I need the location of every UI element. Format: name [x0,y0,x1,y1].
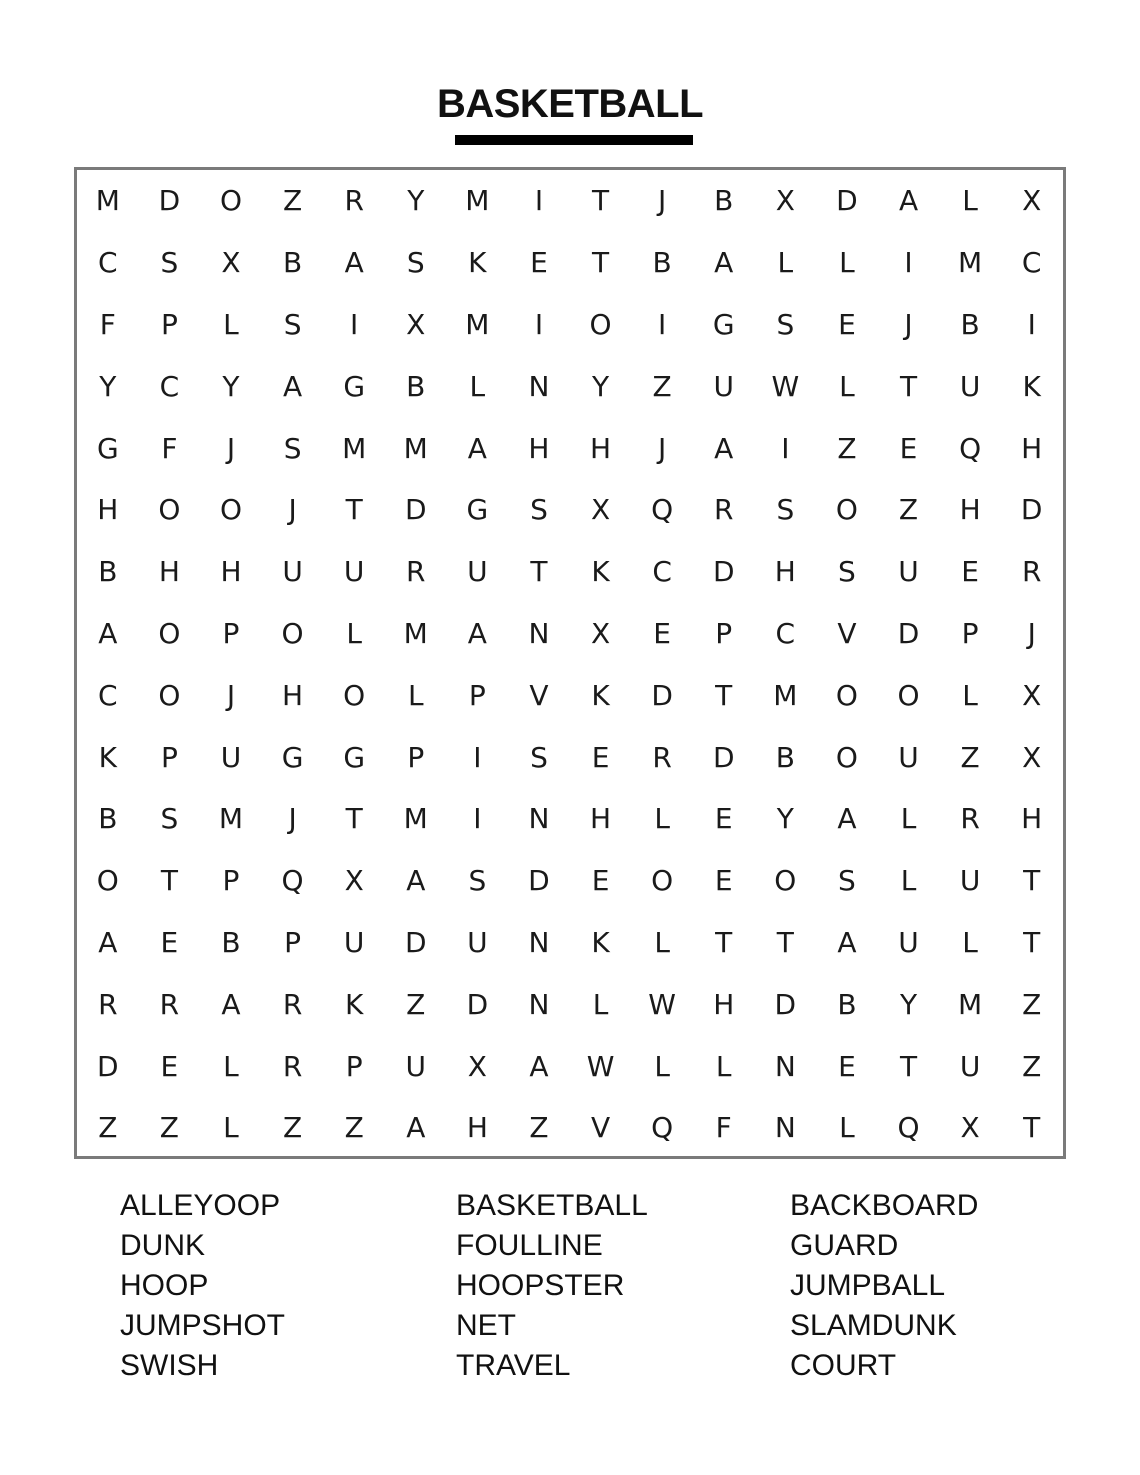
grid-cell[interactable]: D [404,925,427,959]
grid-cell[interactable]: B [282,246,303,280]
grid-cell[interactable]: D [158,184,181,218]
grid-cell[interactable]: D [774,987,797,1021]
grid-cell[interactable]: I [534,307,544,341]
grid-cell[interactable]: S [776,307,795,341]
grid-cell[interactable]: Z [159,1111,179,1145]
grid-cell[interactable]: N [528,987,550,1021]
grid-cell[interactable]: P [715,616,733,650]
grid-cell[interactable]: M [342,431,367,465]
grid-cell[interactable]: L [900,864,917,898]
grid-cell[interactable]: E [899,431,918,465]
grid-cell[interactable]: L [469,369,486,403]
grid-cell[interactable]: H [713,987,735,1021]
grid-cell[interactable]: U [898,740,919,774]
grid-cell[interactable]: H [1021,802,1043,836]
grid-cell[interactable]: I [350,307,359,341]
grid-cell[interactable]: X [344,864,364,898]
word-item: HOOP [120,1269,209,1302]
grid-cell[interactable]: X [1022,184,1042,218]
grid-cell[interactable]: O [219,184,242,218]
grid-cell[interactable]: W [771,369,800,403]
grid-cell[interactable]: M [465,307,490,341]
grid-cell[interactable]: A [283,369,303,403]
grid-cell[interactable]: S [530,493,548,527]
grid-cell[interactable]: R [960,802,980,836]
grid-row [77,726,1063,788]
word-column-3 [790,1186,1090,1386]
grid-cell[interactable]: T [345,802,363,836]
grid-cell[interactable]: A [837,802,857,836]
grid-row [77,973,1063,1035]
grid-cell[interactable]: O [835,493,858,527]
grid-cell[interactable]: G [343,369,366,403]
grid-cell[interactable]: N [528,925,550,959]
grid-row [77,1035,1063,1097]
word-item: SWISH [120,1349,219,1382]
grid-cell[interactable]: S [283,431,302,465]
grid-cell[interactable]: A [837,925,857,959]
grid-cell[interactable]: K [98,740,117,774]
grid-cell[interactable]: Y [222,369,240,403]
grid-cell[interactable]: V [529,678,549,712]
word-item: DUNK [120,1229,206,1262]
grid-cell[interactable]: Q [651,493,674,527]
grid-cell[interactable]: L [407,678,424,712]
grid-cell[interactable]: H [466,1111,488,1145]
grid-cell[interactable]: L [777,246,794,280]
grid-cell[interactable]: M [958,246,983,280]
grid-cell[interactable]: A [98,925,118,959]
grid-cell[interactable]: K [468,246,487,280]
grid-cell[interactable]: M [95,184,120,218]
grid-cell[interactable]: K [591,925,610,959]
grid-cell[interactable]: H [1021,431,1043,465]
grid-cell[interactable]: I [473,802,482,836]
grid-row [77,417,1063,479]
grid-cell[interactable]: B [221,925,241,959]
grid-cell[interactable]: R [714,493,734,527]
grid-cell[interactable]: N [528,369,550,403]
grid-cell[interactable]: Z [898,493,919,527]
grid-cell[interactable]: F [715,1111,732,1145]
word-item: ALLEYOOP [120,1189,281,1222]
grid-cell[interactable]: L [654,925,670,959]
grid-cell[interactable]: C [1021,246,1042,280]
grid-cell[interactable]: O [158,678,181,712]
grid-cell[interactable]: E [160,1049,179,1083]
grid-cell[interactable]: E [653,616,671,650]
grid-cell[interactable]: I [534,184,544,218]
grid-cell[interactable]: O [158,616,181,650]
grid-cell[interactable]: G [96,431,119,465]
grid-cell[interactable]: J [288,802,297,836]
grid-cell[interactable]: E [591,864,610,898]
grid-cell[interactable]: A [714,246,734,280]
grid-cell[interactable]: B [837,987,857,1021]
grid-row [77,479,1063,541]
grid-cell[interactable]: A [467,431,487,465]
grid-row [77,232,1063,294]
grid-cell[interactable]: O [897,678,920,712]
grid-row [77,912,1063,974]
grid-cell[interactable]: H [282,678,304,712]
grid-row [77,541,1063,603]
grid-cell[interactable]: V [590,1111,611,1145]
word-item: TRAVEL [456,1349,571,1382]
word-column-1 [120,1186,420,1386]
grid-cell[interactable]: L [962,925,978,959]
grid-cell[interactable]: B [98,802,118,836]
grid-cell[interactable]: A [406,864,426,898]
grid-cell[interactable]: D [712,740,735,774]
grid-cell[interactable]: M [218,802,244,836]
grid-cell[interactable]: J [658,431,667,465]
grid-cell[interactable]: H [959,493,981,527]
word-item: GUARD [790,1229,899,1262]
grid-cell[interactable]: T [345,493,363,527]
grid-cell[interactable]: L [839,369,855,403]
grid-cell[interactable]: B [406,369,426,403]
word-item: COURT [790,1349,897,1382]
grid-cell[interactable]: T [591,246,610,280]
grid-cell[interactable]: I [473,740,482,774]
grid-cell[interactable]: E [961,555,979,589]
grid-cell[interactable]: P [160,740,178,774]
grid-cell[interactable]: N [774,1111,796,1145]
grid-cell[interactable]: P [222,616,240,650]
grid-cell[interactable]: Z [344,1111,364,1145]
grid-cell[interactable]: K [591,678,610,712]
grid-cell[interactable]: E [714,802,733,836]
grid-cell[interactable]: H [528,431,550,465]
grid-cell[interactable]: Y [899,987,918,1021]
grid-cell[interactable]: T [591,184,610,218]
grid-cell[interactable]: Q [281,864,304,898]
grid-cell[interactable]: Q [651,1111,674,1145]
grid-cell[interactable]: R [282,1049,303,1083]
grid-cell[interactable]: N [528,802,550,836]
grid-row [77,1097,1063,1159]
grid-cell[interactable]: S [283,307,302,341]
grid-cell[interactable]: U [898,925,919,959]
grid-cell[interactable]: T [160,864,178,898]
grid-cell[interactable]: R [98,987,118,1021]
grid-cell[interactable]: K [1022,369,1041,403]
grid-cell[interactable]: V [837,616,857,650]
grid-cell[interactable]: D [897,616,920,650]
grid-cell[interactable]: L [962,678,978,712]
grid-cell[interactable]: K [591,555,610,589]
grid-cell[interactable]: H [774,555,796,589]
grid-row [77,788,1063,850]
word-item: BACKBOARD [790,1189,979,1222]
word-column-2 [456,1186,756,1386]
grid-cell[interactable]: E [838,1049,856,1083]
grid-cell[interactable]: B [775,740,795,774]
word-item: HOOPSTER [456,1269,625,1302]
grid-cell[interactable]: G [712,307,735,341]
grid-row [77,664,1063,726]
grid-cell[interactable]: P [345,1049,363,1083]
grid-cell[interactable]: L [839,1111,855,1145]
grid-row [77,355,1063,417]
grid-cell[interactable]: S [468,864,487,898]
grid-cell[interactable]: L [346,616,362,650]
grid-cell[interactable]: D [97,1049,119,1083]
grid-cell[interactable]: Z [837,431,857,465]
grid-row [77,294,1063,356]
grid-cell[interactable]: A [714,431,734,465]
grid-cell[interactable]: J [658,184,667,218]
grid-cell[interactable]: G [281,740,304,774]
grid-cell[interactable]: R [1021,555,1042,589]
grid-cell[interactable]: A [898,184,919,218]
grid-cell[interactable]: Y [99,369,117,403]
grid-cell[interactable]: E [160,925,179,959]
grid-cell[interactable]: U [220,740,242,774]
grid-cell[interactable]: H [220,555,242,589]
grid-cell[interactable]: X [467,1049,487,1083]
grid-cell[interactable]: P [407,740,425,774]
grid-cell[interactable]: L [654,1049,670,1083]
puzzle-title: BASKETBALL [436,82,704,126]
grid-cell[interactable]: D [651,678,673,712]
grid-cell[interactable]: U [467,555,488,589]
grid-cell[interactable]: L [592,987,609,1021]
grid-cell[interactable]: S [776,493,795,527]
grid-cell[interactable]: F [161,431,178,465]
grid-cell[interactable]: A [344,246,364,280]
grid-cell[interactable]: E [591,740,610,774]
word-list [0,1186,1140,1386]
word-item: BASKETBALL [456,1189,648,1222]
grid-cell[interactable]: S [530,740,548,774]
grid-cell[interactable]: Z [282,184,303,218]
grid-cell[interactable]: L [715,1049,732,1083]
grid-cell[interactable]: H [590,431,612,465]
grid-cell[interactable]: B [714,184,734,218]
grid-cell[interactable]: O [651,864,674,898]
grid-cell[interactable]: X [221,246,241,280]
grid-cell[interactable]: S [406,246,425,280]
grid-cell[interactable]: Q [897,1111,920,1145]
grid-cell[interactable]: R [344,184,364,218]
grid-cell[interactable]: O [835,678,858,712]
grid-cell[interactable]: S [160,246,179,280]
grid-cell[interactable]: M [403,802,428,836]
grid-cell[interactable]: W [648,987,676,1021]
grid-cell[interactable]: D [404,493,427,527]
grid-cell[interactable]: A [467,616,487,650]
grid-cell[interactable]: U [282,555,303,589]
grid-cell[interactable]: H [158,555,180,589]
grid-cell[interactable]: T [715,678,733,712]
grid-cell[interactable]: G [343,740,366,774]
grid-cell[interactable]: O [219,493,242,527]
grid-cell[interactable]: S [838,555,856,589]
grid-cell[interactable]: X [960,1111,980,1145]
grid-cell[interactable]: T [899,369,918,403]
grid-cell[interactable]: T [1023,864,1041,898]
grid-cell[interactable]: L [900,802,917,836]
grid-cell[interactable]: X [1022,678,1042,712]
grid-cell[interactable]: Q [959,431,982,465]
word-item: SLAMDUNK [790,1309,957,1342]
grid-cell[interactable]: R [406,555,426,589]
word-item: FOULLINE [456,1229,603,1262]
title-underline [455,135,693,145]
grid-cell[interactable]: Z [652,369,672,403]
grid-cell[interactable]: Y [591,369,610,403]
grid-cell[interactable]: R [652,740,672,774]
grid-cell[interactable]: X [775,184,795,218]
grid-cell[interactable]: A [406,1111,426,1145]
grid-cell[interactable]: E [838,307,856,341]
grid-cell[interactable]: A [98,616,118,650]
word-item: JUMPSHOT [120,1309,285,1342]
grid-cell[interactable]: O [343,678,366,712]
grid-cell[interactable]: M [773,678,798,712]
grid-cell[interactable]: R [159,987,180,1021]
grid-cell[interactable]: Z [282,1111,303,1145]
grid-cell[interactable]: J [226,431,236,465]
grid-cell[interactable]: Y [776,802,794,836]
grid-cell[interactable]: E [530,246,548,280]
grid-cell[interactable]: C [159,369,180,403]
grid-cell[interactable]: O [158,493,181,527]
grid-cell[interactable]: E [714,864,733,898]
grid-cell[interactable]: U [959,864,981,898]
grid-cell[interactable]: T [899,1049,918,1083]
grid-cell[interactable]: C [652,555,672,589]
grid-cell[interactable]: U [713,369,734,403]
grid-cell[interactable]: I [904,246,913,280]
grid-cell[interactable]: I [1027,307,1036,341]
grid-cell[interactable]: U [467,925,488,959]
grid-cell[interactable]: L [223,307,239,341]
grid-cell[interactable]: C [98,678,118,712]
grid-cell[interactable]: B [98,555,118,589]
grid-cell[interactable]: N [528,616,550,650]
title-container [0,80,1140,128]
grid-cell[interactable]: O [774,864,797,898]
grid-cell[interactable]: K [344,987,364,1021]
grid-cell[interactable]: A [529,1049,549,1083]
grid-cell[interactable]: X [406,307,426,341]
grid-row [77,603,1063,665]
grid-cell[interactable]: H [590,802,612,836]
grid-cell[interactable]: D [712,555,735,589]
grid-cell[interactable]: D [466,987,489,1021]
grid-cell[interactable]: J [1027,616,1036,650]
grid-cell[interactable]: L [223,1049,239,1083]
grid-cell[interactable]: L [962,184,978,218]
grid-cell[interactable]: B [960,307,980,341]
grid-cell[interactable]: Y [407,184,425,218]
grid-cell[interactable]: U [898,555,919,589]
grid-cell[interactable]: P [468,678,486,712]
grid-cell[interactable]: R [282,987,303,1021]
grid-cell[interactable]: Z [1022,987,1042,1021]
grid-cell[interactable]: C [98,246,118,280]
grid-cell[interactable]: T [715,925,733,959]
grid-cell[interactable]: O [589,307,612,341]
grid-cell[interactable]: Z [406,987,426,1021]
grid-cell[interactable]: J [904,307,913,341]
grid-cell[interactable]: J [226,678,236,712]
grid-cell[interactable]: O [835,740,858,774]
grid-cell[interactable]: T [776,925,794,959]
grid-cell[interactable]: L [223,1111,239,1145]
grid-cell[interactable]: W [586,1049,615,1083]
grid-cell[interactable]: P [961,616,979,650]
grid-cell[interactable]: T [1023,925,1041,959]
grid-cell[interactable]: P [222,864,240,898]
grid-cell[interactable]: X [590,493,611,527]
grid-cell[interactable]: Z [98,1111,118,1145]
grid-cell[interactable]: A [221,987,241,1021]
word-item: JUMPBALL [790,1269,946,1302]
grid-cell[interactable]: M [403,431,428,465]
grid-cell[interactable]: U [959,1049,981,1083]
grid-cell[interactable]: I [658,307,667,341]
grid-cell[interactable]: L [839,246,855,280]
grid-cell[interactable]: L [654,802,670,836]
grid-row [77,170,1063,232]
grid-cell[interactable]: B [652,246,672,280]
grid-cell[interactable]: M [958,987,983,1021]
grid-cell[interactable]: S [160,802,179,836]
grid-cell[interactable]: Z [529,1111,549,1145]
grid-cell[interactable]: O [96,864,119,898]
grid-cell[interactable]: N [774,1049,796,1083]
grid-cell[interactable]: X [1022,740,1042,774]
grid-cell[interactable]: Z [1022,1049,1042,1083]
grid-cell[interactable]: P [160,307,178,341]
grid-cell[interactable]: P [284,925,302,959]
grid-cell[interactable]: D [528,864,550,898]
word-item: NET [456,1309,516,1342]
grid-cell[interactable]: T [530,555,548,589]
grid-cell[interactable]: M [465,184,490,218]
grid-cell[interactable]: S [838,864,856,898]
grid-cell[interactable]: X [590,616,611,650]
grid-cell[interactable]: U [343,925,365,959]
grid-cell[interactable]: J [288,493,297,527]
grid-cell[interactable]: D [836,184,858,218]
grid-cell[interactable]: T [1023,1111,1041,1145]
letter-grid[interactable] [74,167,1066,1159]
grid-cell[interactable]: D [1020,493,1043,527]
grid-cell[interactable]: U [343,555,365,589]
grid-cell[interactable]: C [775,616,796,650]
grid-cell[interactable]: I [781,431,790,465]
grid-cell[interactable]: U [405,1049,427,1083]
grid-cell[interactable]: F [99,307,116,341]
grid-cell[interactable]: M [403,616,428,650]
grid-cell[interactable]: O [281,616,304,650]
grid-cell[interactable]: U [959,369,981,403]
grid-row [77,850,1063,912]
grid-cell[interactable]: Z [960,740,980,774]
grid-cell[interactable]: G [466,493,489,527]
grid-cell[interactable]: H [97,493,119,527]
